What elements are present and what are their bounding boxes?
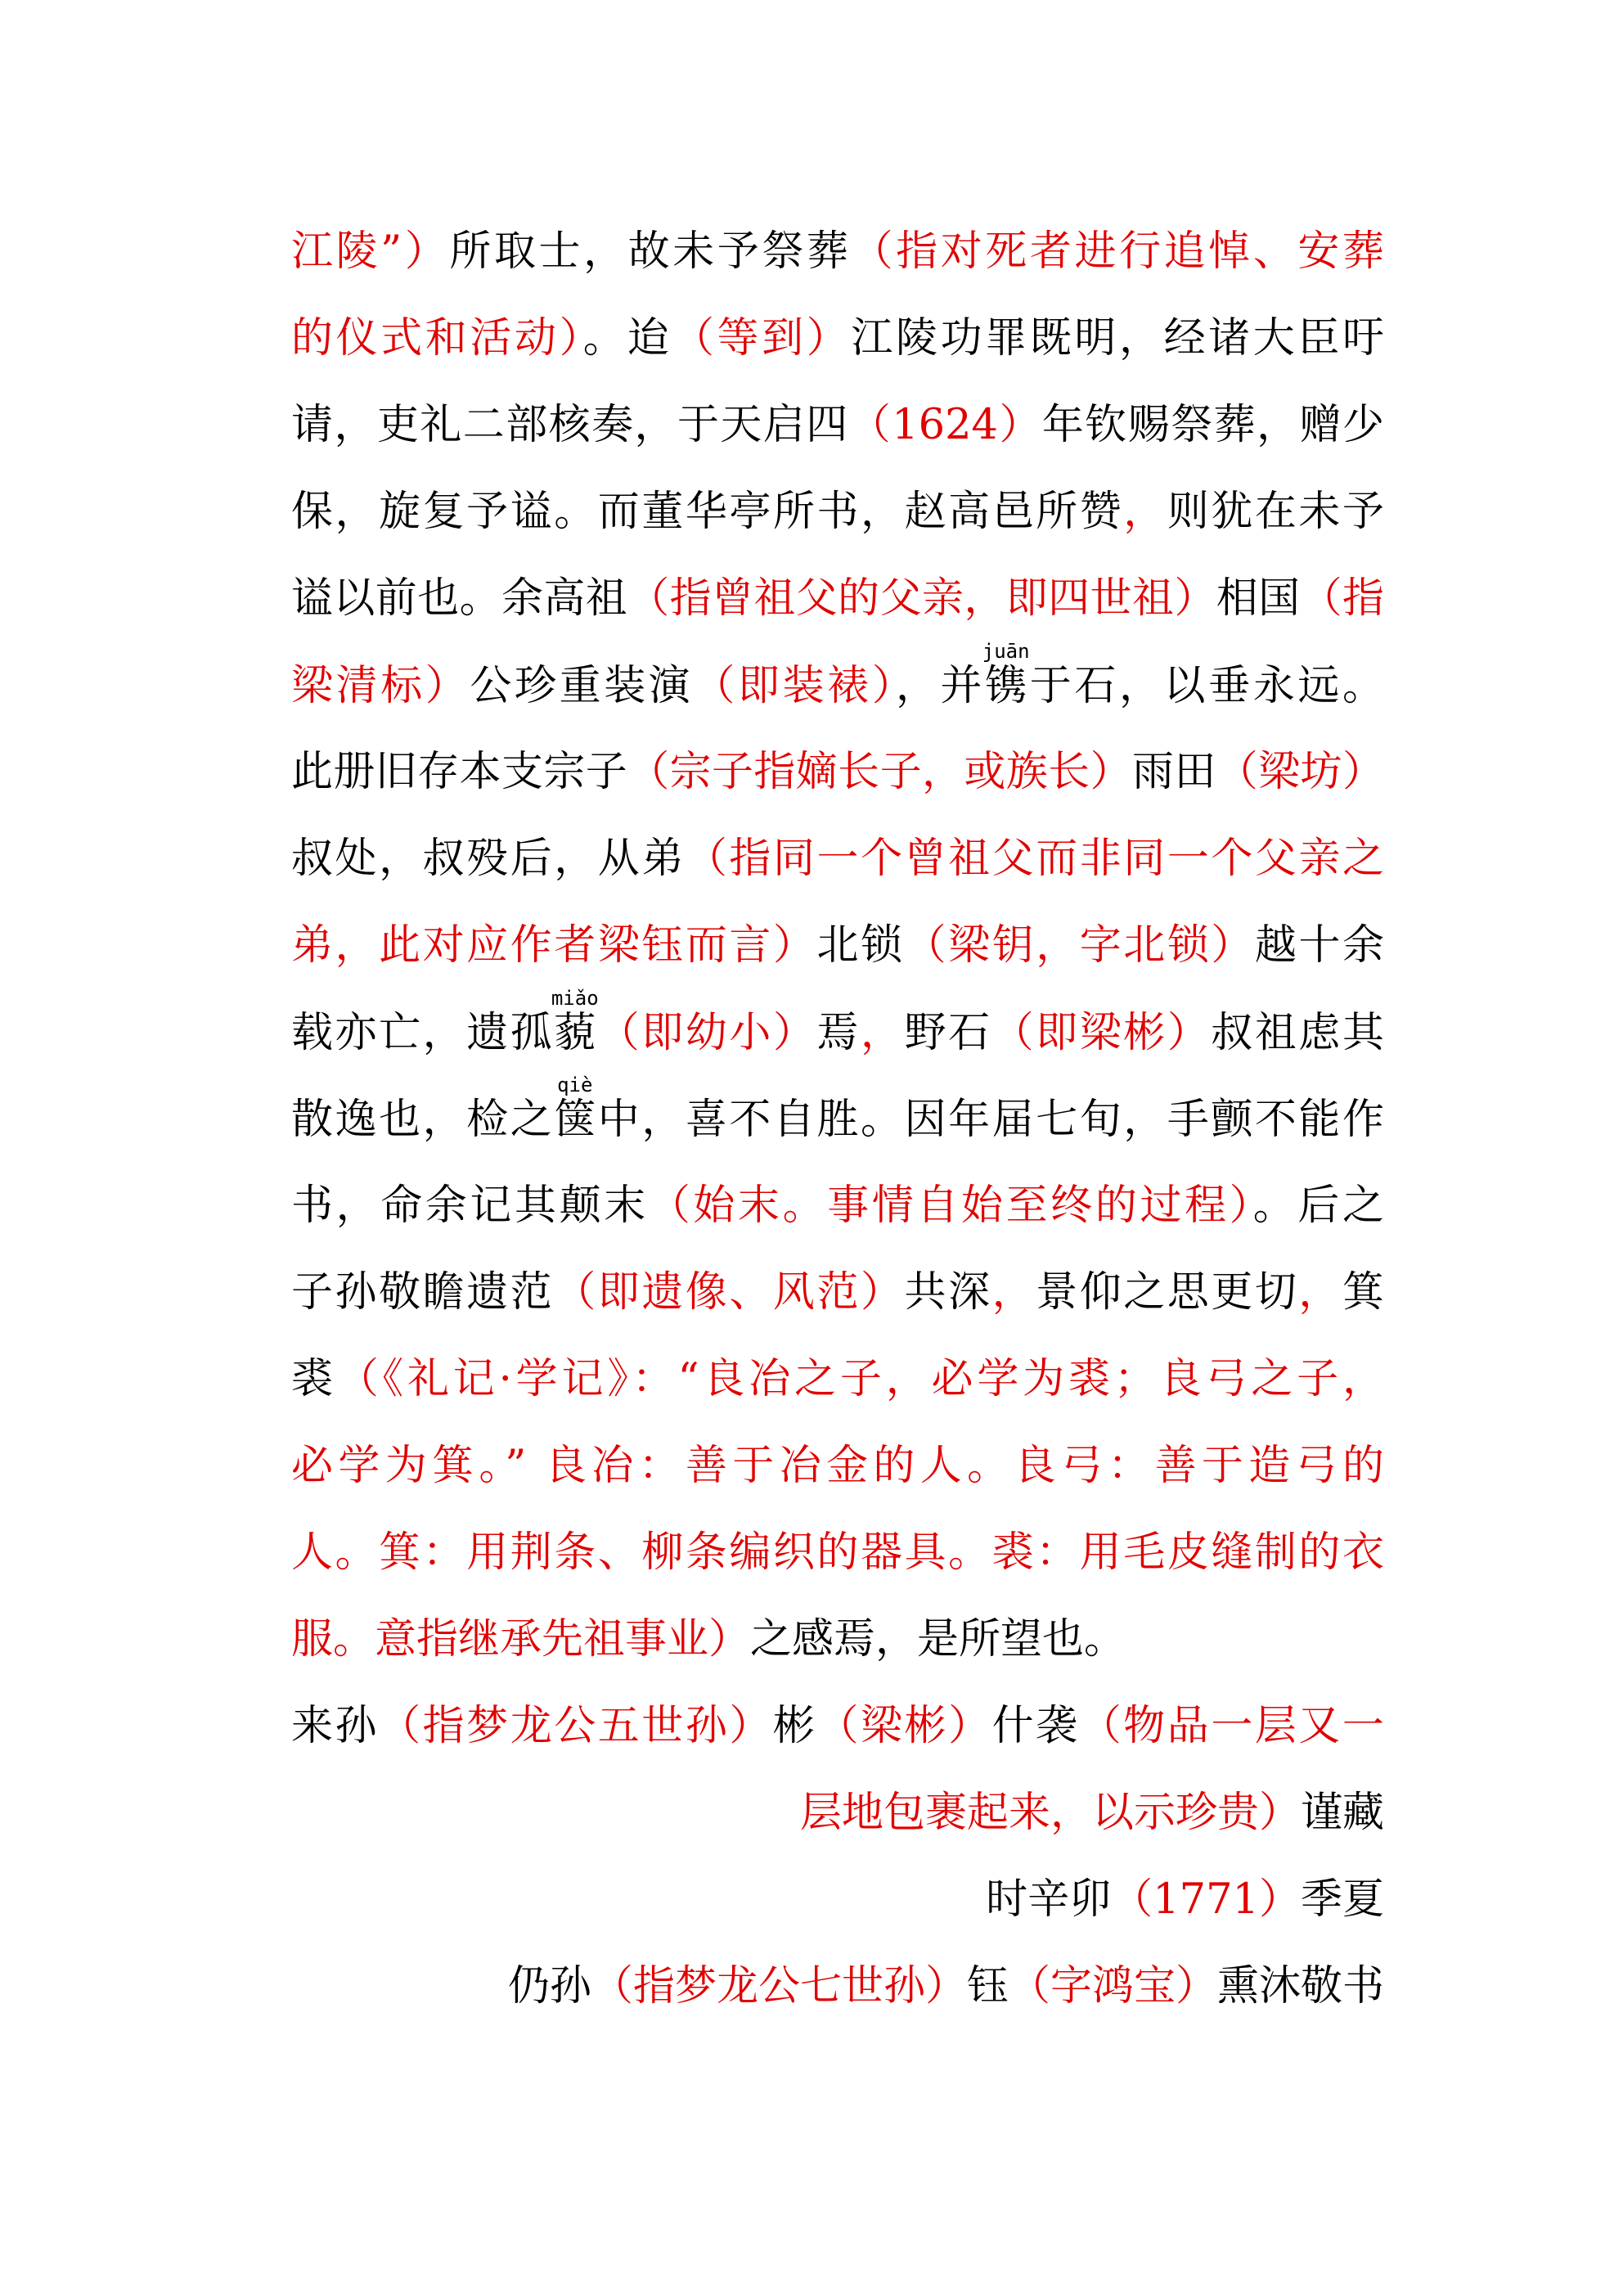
annotation-text: 弟，此对应作者梁钰而言） [291,921,817,970]
annotation-text: （即遗像、风范） [554,1268,905,1317]
main-text: 于石，以垂永远。 [1027,662,1384,710]
main-text: 钰 [966,1962,1009,2010]
main-text: 之感焉，是所望也。 [750,1615,1126,1663]
text-line [291,382,1384,469]
annotation-text: ， [991,1268,1036,1317]
text-line [291,295,1384,382]
main-text: 散逸也，检之 [291,1096,555,1144]
annotation-text: 江陵”） [291,227,450,276]
main-text: 年钦赐祭葬，赠少 [1041,401,1384,449]
main-text: 仍孙 [507,1962,591,2010]
text-line [291,1770,1384,1857]
annotation-text: （指 [1300,574,1384,623]
annotation-text: （即装裱） [693,662,896,710]
pinyin-reading: qiè [554,1074,596,1096]
main-text: 保，旋复予谥。而董华亭所书，赵高邑所赞 [291,488,1124,536]
text-line [291,1249,1384,1336]
annotation-text: （指对死者进行追悼、安葬 [851,227,1384,276]
pinyin-annotated-char [551,987,599,1057]
text-line [291,1510,1384,1596]
text-line [291,1423,1384,1510]
main-text: 谨藏 [1300,1789,1384,1837]
text-line [291,989,1384,1076]
main-text: 。后之 [1252,1182,1384,1230]
annotation-text: （《礼记·学记》：“良冶之子，必学为裘；良弓之子， [336,1355,1384,1403]
main-text: 箕 [1342,1268,1384,1317]
pinyin-annotated-char [982,640,1030,710]
pinyin-reading: miǎo [551,987,599,1010]
annotation-text: （宗子指嫡长子，或族长） [627,748,1132,796]
annotation-text: 必学为箕。” 良冶：善于冶金的人。良弓：善于造弓的 [291,1442,1384,1490]
main-text: 叔处，叔殁后，从弟 [291,835,686,883]
main-text: 书，命余记其颠末 [291,1182,649,1230]
annotation-text: ， [1123,488,1167,536]
annotation-text: （梁钥，字北锁） [904,921,1255,970]
annotation-text: ， [861,1009,905,1057]
annotation-text: 服。意指继承先祖事业） [291,1615,751,1663]
main-text: ，并 [895,662,986,710]
text-line [291,816,1384,903]
annotation-text: （即幼小） [596,1009,817,1057]
annotation-text: （指曾祖父的父亲，即四世祖） [627,574,1216,623]
annotation-text: （指梦龙公七世孙） [591,1962,967,2010]
text-line [291,1857,1384,1943]
main-text: 彬 [772,1702,817,1750]
text-line [291,729,1384,816]
text-line [291,1163,1384,1249]
main-text: 季夏 [1300,1875,1384,1924]
main-text: 景仰之思更切 [1036,1268,1299,1317]
main-text: 叔祖虑其 [1211,1009,1384,1057]
main-text: 相国 [1216,574,1301,623]
main-text: 载亦亡，遗孤 [291,1009,555,1057]
main-text: 子孙敬瞻遗范 [291,1268,555,1317]
annotation-text: （即梁彬） [991,1009,1212,1057]
main-text: 江陵功罪既明，经诸大臣吁 [851,314,1384,362]
main-text: 熏沐敬书 [1216,1962,1384,2010]
main-text: 雨田 [1131,748,1216,796]
annotation-text: （指梦龙公五世孙） [379,1702,773,1750]
annotation-text: （1771） [1111,1875,1301,1924]
annotation-text: 梁清标） [291,662,470,710]
annotation-text: ， [1298,1268,1342,1317]
main-text: 所取士，故未予祭葬 [449,227,852,276]
text-line [291,1683,1384,1770]
annotated-char: 镌 [982,662,1030,710]
main-text: 时辛卯 [986,1875,1112,1924]
document-body [291,209,1384,2030]
main-text: 焉 [816,1009,861,1057]
main-text: 谥以前也。余高祖 [291,574,628,623]
annotation-text: （物品一层又一 [1079,1702,1384,1750]
main-text: 北锁 [816,921,905,970]
main-text: 。迨 [582,314,672,362]
main-text: 此册旧存本支宗子 [291,748,628,796]
annotated-char: 藐 [551,1009,599,1057]
text-line [291,642,1384,729]
pinyin-reading: juān [982,640,1030,663]
annotated-char: 箧 [554,1096,598,1144]
pinyin-annotated-char [554,1074,598,1144]
annotation-text: （字鸿宝） [1008,1962,1217,2010]
annotation-text: （梁坊） [1216,748,1384,796]
annotation-text: 的仪式和活动） [291,314,583,362]
text-line [291,1076,1384,1163]
text-line [291,1943,1384,2030]
main-text: 公珍重装演 [470,662,694,710]
main-text: 则犹在未予 [1167,488,1384,536]
annotation-text: （1624） [848,401,1042,449]
text-line [291,1336,1384,1423]
main-text: 野石 [904,1009,992,1057]
annotation-text: 人。箕：用荆条、柳条编织的器具。裘：用毛皮缝制的衣 [291,1528,1384,1577]
annotation-text: 层地包裹起来，以示珍贵） [799,1789,1301,1837]
text-line [291,209,1384,295]
main-text: 请，吏礼二部核奏，于天启四 [291,401,849,449]
main-text: 越十余 [1254,921,1384,970]
annotation-text: （梁彬） [816,1702,992,1750]
main-text: 共深 [904,1268,992,1317]
main-text: 什袭 [991,1702,1080,1750]
text-line [291,1596,1384,1683]
annotation-text: （始末。事情自始至终的过程） [648,1182,1253,1230]
main-text: 裘 [291,1355,337,1403]
main-text: 中，喜不自胜。因年届七旬，手颤不能作 [597,1096,1384,1144]
main-text: 来孙 [291,1702,380,1750]
text-line [291,903,1384,989]
text-line [291,556,1384,642]
text-line [291,469,1384,556]
annotation-text: （指同一个曾祖父而非同一个父亲之 [685,835,1384,883]
annotation-text: （等到） [672,314,852,362]
